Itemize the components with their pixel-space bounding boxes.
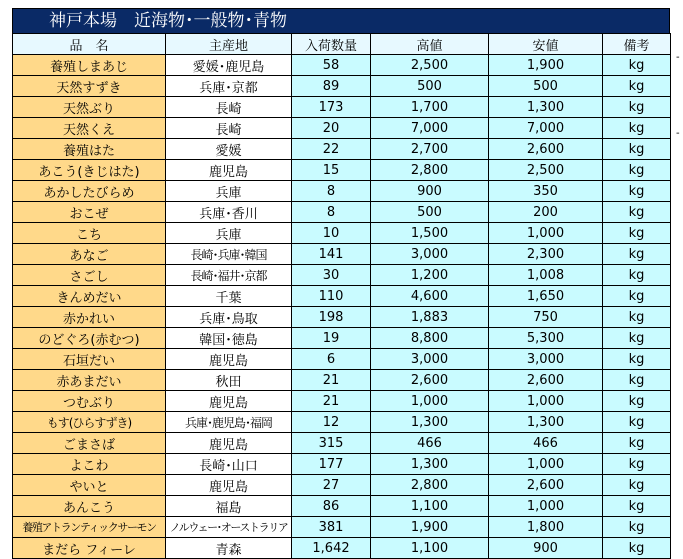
header-name: 品 名 [13, 34, 166, 55]
quantity-cell: 6 [292, 349, 371, 370]
fish-name-cell: のどぐろ(赤むつ) [13, 328, 166, 349]
fish-name-cell: 石垣だい [13, 349, 166, 370]
fish-name-cell: あかしたびらめ [13, 181, 166, 202]
quantity-cell: 86 [292, 496, 371, 517]
high-price-cell: 2,700 [371, 139, 489, 160]
table-row [13, 328, 671, 349]
fish-name-cell: まだら フィーレ [13, 538, 166, 559]
low-price-cell: 200 [489, 202, 603, 223]
origin-cell: 長崎･兵庫･韓国 [166, 244, 292, 265]
origin-cell: 鹿児島 [166, 349, 292, 370]
low-price-cell: 5,300 [489, 328, 603, 349]
origin-cell: 韓国･徳島 [166, 328, 292, 349]
quantity-cell: 89 [292, 76, 371, 97]
high-price-cell: 1,900 [371, 517, 489, 538]
low-price-cell: 1,000 [489, 223, 603, 244]
low-price-cell: 1,300 [489, 97, 603, 118]
high-price-cell: 4,600 [371, 286, 489, 307]
origin-cell: 青森 [166, 538, 292, 559]
origin-cell: ノルウェー･オーストラリア [166, 517, 292, 538]
fish-name-cell: 赤かれい [13, 307, 166, 328]
origin-cell: 兵庫･鹿児島･福岡 [166, 412, 292, 433]
low-price-cell: 7,000 [489, 118, 603, 139]
unit-cell: kg [603, 454, 671, 475]
fish-name-cell: おこぜ [13, 202, 166, 223]
table-row [13, 496, 671, 517]
unit-cell: kg [603, 160, 671, 181]
fish-name-cell: こち [13, 223, 166, 244]
quantity-cell: 177 [292, 454, 371, 475]
high-price-cell: 900 [371, 181, 489, 202]
high-price-cell: 8,800 [371, 328, 489, 349]
high-price-cell: 1,300 [371, 454, 489, 475]
unit-cell: kg [603, 265, 671, 286]
origin-cell: 鹿児島 [166, 391, 292, 412]
edge-mark: - [676, 128, 680, 139]
quantity-cell: 21 [292, 391, 371, 412]
fish-name-cell: もす(ひらすずき) [13, 412, 166, 433]
market-price-sheet [12, 8, 670, 559]
high-price-cell: 2,500 [371, 55, 489, 76]
low-price-cell: 2,600 [489, 139, 603, 160]
unit-cell: kg [603, 433, 671, 454]
table-row [13, 370, 671, 391]
table-row [13, 202, 671, 223]
unit-cell: kg [603, 97, 671, 118]
high-price-cell: 7,000 [371, 118, 489, 139]
table-row [13, 391, 671, 412]
origin-cell: 兵庫 [166, 181, 292, 202]
fish-name-cell: 養殖アトランティックサーモン [13, 517, 166, 538]
low-price-cell: 1,900 [489, 55, 603, 76]
fish-name-cell: よこわ [13, 454, 166, 475]
low-price-cell: 750 [489, 307, 603, 328]
quantity-cell: 141 [292, 244, 371, 265]
origin-cell: 鹿児島 [166, 433, 292, 454]
quantity-cell: 315 [292, 433, 371, 454]
high-price-cell: 1,700 [371, 97, 489, 118]
unit-cell: kg [603, 286, 671, 307]
table-row [13, 181, 671, 202]
high-price-cell: 3,000 [371, 349, 489, 370]
unit-cell: kg [603, 181, 671, 202]
fish-name-cell: あこう(きじはた) [13, 160, 166, 181]
low-price-cell: 1,300 [489, 412, 603, 433]
origin-cell: 鹿児島 [166, 160, 292, 181]
header-quantity: 入荷数量 [292, 34, 371, 55]
fish-name-cell: 天然すずき [13, 76, 166, 97]
table-row [13, 265, 671, 286]
price-table [12, 33, 671, 559]
fish-name-cell: 養殖しまあじ [13, 55, 166, 76]
high-price-cell: 1,300 [371, 412, 489, 433]
high-price-cell: 500 [371, 76, 489, 97]
fish-name-cell: 天然ぶり [13, 97, 166, 118]
table-row [13, 412, 671, 433]
fish-name-cell: つむぶり [13, 391, 166, 412]
low-price-cell: 1,000 [489, 496, 603, 517]
fish-name-cell: ごまさば [13, 433, 166, 454]
quantity-cell: 10 [292, 223, 371, 244]
unit-cell: kg [603, 475, 671, 496]
high-price-cell: 1,100 [371, 496, 489, 517]
table-row [13, 160, 671, 181]
header-row [13, 34, 671, 55]
quantity-cell: 58 [292, 55, 371, 76]
origin-cell: 兵庫 [166, 223, 292, 244]
unit-cell: kg [603, 412, 671, 433]
origin-cell: 愛媛 [166, 139, 292, 160]
table-row [13, 307, 671, 328]
fish-name-cell: 養殖はた [13, 139, 166, 160]
unit-cell: kg [603, 349, 671, 370]
low-price-cell: 1,650 [489, 286, 603, 307]
table-row [13, 517, 671, 538]
unit-cell: kg [603, 76, 671, 97]
quantity-cell: 198 [292, 307, 371, 328]
high-price-cell: 1,100 [371, 538, 489, 559]
low-price-cell: 1,000 [489, 454, 603, 475]
quantity-cell: 30 [292, 265, 371, 286]
quantity-cell: 8 [292, 181, 371, 202]
quantity-cell: 15 [292, 160, 371, 181]
low-price-cell: 900 [489, 538, 603, 559]
sheet-title: 神戸本場 近海物･一般物･青物 [12, 8, 670, 33]
unit-cell: kg [603, 139, 671, 160]
origin-cell: 長崎 [166, 118, 292, 139]
table-row [13, 454, 671, 475]
unit-cell: kg [603, 55, 671, 76]
fish-name-cell: あんこう [13, 496, 166, 517]
fish-name-cell: さごし [13, 265, 166, 286]
high-price-cell: 2,600 [371, 370, 489, 391]
quantity-cell: 20 [292, 118, 371, 139]
unit-cell: kg [603, 202, 671, 223]
unit-cell: kg [603, 307, 671, 328]
origin-cell: 長崎･福井･京都 [166, 265, 292, 286]
origin-cell: 鹿児島 [166, 475, 292, 496]
origin-cell: 長崎 [166, 97, 292, 118]
low-price-cell: 500 [489, 76, 603, 97]
table-row [13, 349, 671, 370]
low-price-cell: 2,600 [489, 475, 603, 496]
origin-cell: 愛媛･鹿児島 [166, 55, 292, 76]
origin-cell: 長崎･山口 [166, 454, 292, 475]
high-price-cell: 2,800 [371, 160, 489, 181]
table-row [13, 223, 671, 244]
header-origin: 主産地 [166, 34, 292, 55]
unit-cell: kg [603, 370, 671, 391]
quantity-cell: 173 [292, 97, 371, 118]
unit-cell: kg [603, 391, 671, 412]
header-remarks: 備考 [603, 34, 671, 55]
high-price-cell: 1,000 [371, 391, 489, 412]
high-price-cell: 500 [371, 202, 489, 223]
low-price-cell: 3,000 [489, 349, 603, 370]
table-row [13, 55, 671, 76]
origin-cell: 兵庫･鳥取 [166, 307, 292, 328]
table-row [13, 538, 671, 559]
fish-name-cell: 赤あまだい [13, 370, 166, 391]
quantity-cell: 1,642 [292, 538, 371, 559]
high-price-cell: 1,883 [371, 307, 489, 328]
low-price-cell: 1,800 [489, 517, 603, 538]
quantity-cell: 381 [292, 517, 371, 538]
quantity-cell: 27 [292, 475, 371, 496]
fish-name-cell: あなご [13, 244, 166, 265]
origin-cell: 福島 [166, 496, 292, 517]
table-row [13, 76, 671, 97]
unit-cell: kg [603, 538, 671, 559]
low-price-cell: 1,000 [489, 391, 603, 412]
unit-cell: kg [603, 118, 671, 139]
fish-name-cell: やいと [13, 475, 166, 496]
origin-cell: 兵庫･香川 [166, 202, 292, 223]
low-price-cell: 350 [489, 181, 603, 202]
low-price-cell: 1,008 [489, 265, 603, 286]
table-row [13, 286, 671, 307]
low-price-cell: 2,500 [489, 160, 603, 181]
quantity-cell: 19 [292, 328, 371, 349]
table-body [13, 55, 671, 559]
quantity-cell: 22 [292, 139, 371, 160]
origin-cell: 秋田 [166, 370, 292, 391]
low-price-cell: 466 [489, 433, 603, 454]
table-row [13, 475, 671, 496]
low-price-cell: 2,300 [489, 244, 603, 265]
origin-cell: 兵庫･京都 [166, 76, 292, 97]
table-row [13, 244, 671, 265]
high-price-cell: 1,200 [371, 265, 489, 286]
header-high-price: 高値 [371, 34, 489, 55]
low-price-cell: 2,600 [489, 370, 603, 391]
fish-name-cell: きんめだい [13, 286, 166, 307]
origin-cell: 千葉 [166, 286, 292, 307]
quantity-cell: 12 [292, 412, 371, 433]
unit-cell: kg [603, 496, 671, 517]
quantity-cell: 21 [292, 370, 371, 391]
header-low-price: 安値 [489, 34, 603, 55]
unit-cell: kg [603, 517, 671, 538]
table-row [13, 97, 671, 118]
unit-cell: kg [603, 223, 671, 244]
high-price-cell: 2,800 [371, 475, 489, 496]
fish-name-cell: 天然くえ [13, 118, 166, 139]
edge-mark: - [676, 52, 680, 63]
unit-cell: kg [603, 244, 671, 265]
high-price-cell: 1,500 [371, 223, 489, 244]
unit-cell: kg [603, 328, 671, 349]
quantity-cell: 110 [292, 286, 371, 307]
high-price-cell: 3,000 [371, 244, 489, 265]
table-row [13, 139, 671, 160]
quantity-cell: 8 [292, 202, 371, 223]
high-price-cell: 466 [371, 433, 489, 454]
table-row [13, 118, 671, 139]
table-row [13, 433, 671, 454]
